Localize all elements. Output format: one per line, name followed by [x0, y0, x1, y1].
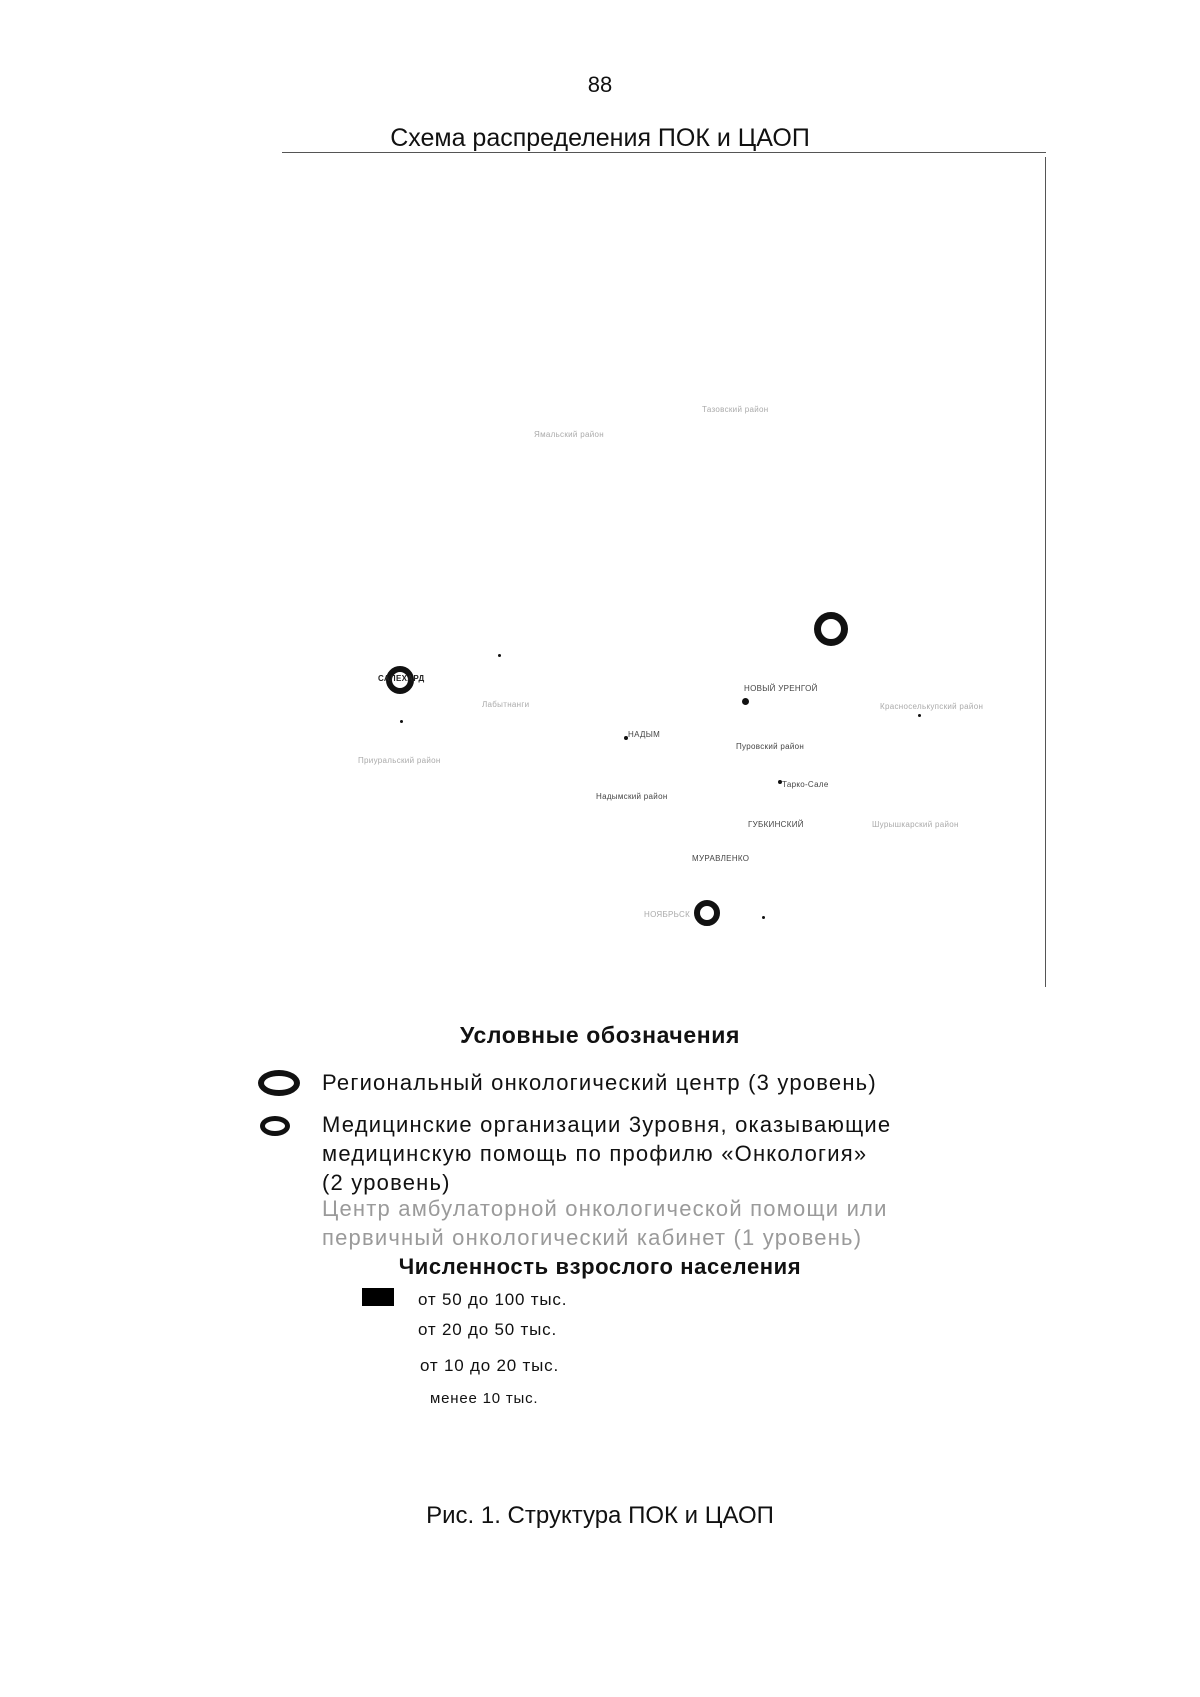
map-label-nadym: НАДЫМ: [628, 730, 661, 739]
map-label-novy-urengoy: НОВЫЙ УРЕНГОЙ: [744, 684, 818, 693]
legend-level1-line-1: Центр амбулаторной онкологической помощи или: [322, 1196, 888, 1221]
legend-level2-icon: [260, 1116, 290, 1136]
map-label-krasnoselkupsky: Красноселькупский район: [880, 702, 984, 711]
population-10-20: от 10 до 20 тыс.: [420, 1356, 559, 1375]
marker-labytnangi: [400, 720, 403, 723]
map-label-priuralsky: Приуральский район: [358, 756, 441, 765]
figure-caption: Рис. 1. Структура ПОК и ЦАОП: [426, 1502, 774, 1529]
map-frame: [282, 152, 1046, 992]
legend-level2-line-2: медицинскую помощь по профилю «Онкология»: [322, 1141, 868, 1166]
marker-small-1: [498, 654, 501, 657]
legend-title: Условные обозначения: [459, 1022, 740, 1048]
legend-level2-line-3: (2 уровень): [322, 1170, 451, 1195]
map-label-salekhard: САЛЕХАРД: [378, 674, 425, 683]
population-title: Численность взрослого населения: [398, 1254, 802, 1279]
legend-level2-line-1: Медицинские организации 3уровня, оказывающие: [322, 1112, 892, 1137]
map-label-taz: Тазовский район: [702, 405, 769, 414]
map-label-labytnangi: Лабытнанги: [482, 700, 530, 709]
population-under-10: менее 10 тыс.: [430, 1390, 539, 1407]
marker-novy-urengoy: [742, 698, 749, 705]
map-label-yamal: Ямальский район: [534, 430, 604, 439]
map-label-gubkinsky: ГУБКИНСКИЙ: [748, 820, 804, 829]
marker-urengoy-cluster: [814, 612, 848, 646]
legend-regional-text: Региональный онкологический центр (3 уровень): [322, 1070, 877, 1095]
map-label-shuryshkarsky: Шурышкарский район: [872, 820, 959, 829]
marker-noyabrsk: [694, 900, 720, 926]
population-swatch-50-100: [362, 1288, 394, 1306]
map-label-muravlenko: МУРАВЛЕНКО: [692, 854, 750, 863]
map-label-pur: Пуровский район: [736, 742, 805, 751]
population-50-100: от 50 до 100 тыс.: [418, 1290, 568, 1309]
legend-level1-line-2: первичный онкологический кабинет (1 уровень): [322, 1225, 863, 1250]
map-top-rule: [282, 152, 1046, 153]
legend-level1-text: [322, 1194, 888, 1252]
page-number: 88: [587, 72, 613, 97]
map-label-noyabrsk: НОЯБРЬСК: [644, 910, 691, 919]
legend-regional-icon: [258, 1070, 300, 1096]
marker-small-3: [762, 916, 765, 919]
scheme-title: Схема распределения ПОК и ЦАОП: [390, 124, 810, 152]
marker-small-2: [918, 714, 921, 717]
map-label-nadym-district: Надымский район: [596, 792, 668, 801]
population-20-50: от 20 до 50 тыс.: [418, 1320, 557, 1339]
map-label-tarko-sale: Тарко-Сале: [782, 780, 829, 789]
legend-level2-text: [322, 1110, 891, 1197]
map-right-rule: [1045, 157, 1046, 987]
